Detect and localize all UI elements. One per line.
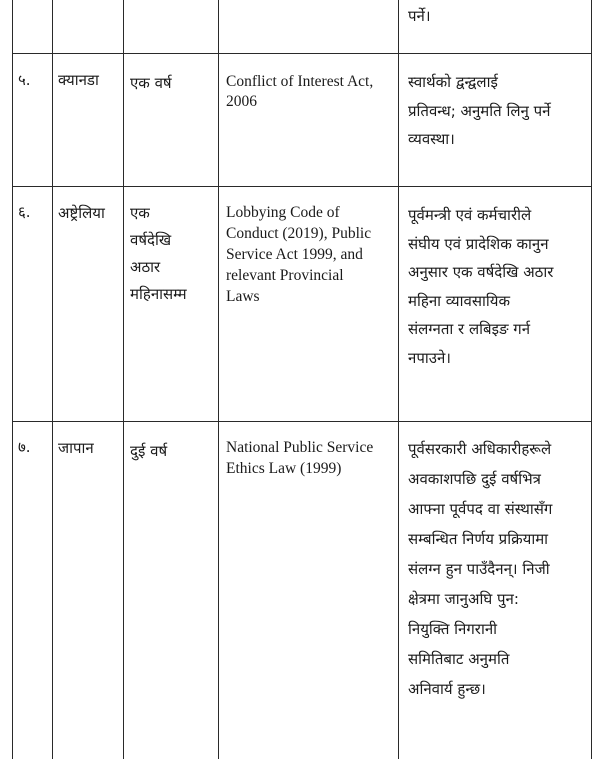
country-cell: जापान [58,439,94,457]
description-line: पर्ने। [408,7,431,25]
row-divider [12,53,592,54]
description-cell: पूर्वमन्त्री एवं कर्मचारीले संघीय एवं प्रादेशिक कानुन अनुसार एक वर्षदेखि अठार महिना व्यावसायिक संलग्नता र लबिइङ गर्न नपाउने। [408,206,554,367]
law-cell: Lobbying Code of Conduct (2019), Public Service Act 1999, and relevant Provincial Laws [226,204,372,305]
period-cell: दुई वर्ष [130,442,168,460]
period-cell: एक वर्षदेखि अठार महिनासम्म [130,204,187,303]
description-cell: पूर्वसरकारी अधिकारीहरूले अवकाशपछि दुई वर्षभित्र आफ्ना पूर्वपद वा संस्थासँग सम्बन्धित निर्णय प्रक्रियामा संलग्न हुन पाउँदैनन्। निजी क्षेत्रमा जानुअघि पुन: नियुक्ति निगरानी समितिबाट अनुमति अनिवार्य हुन्छ। [408,440,553,698]
law-cell: National Public Service Ethics Law (1999) [226,439,374,477]
column-divider [52,0,53,759]
country-cell: क्यानडा [58,71,99,89]
row-number: ७. [18,438,31,456]
row-divider [12,421,592,422]
column-divider [123,0,124,759]
row-number: ६. [18,203,31,221]
description-cell: स्वार्थको द्वन्द्वलाई प्रतिवन्ध; अनुमति लिनु पर्ने व्यवस्था। [408,73,551,148]
row-number: ५. [18,71,31,89]
row-divider [12,186,592,187]
table-border-right [591,0,592,759]
column-divider [398,0,399,759]
column-divider [218,0,219,759]
country-cell: अष्ट्रेलिया [58,204,105,222]
law-cell: Conflict of Interest Act, 2006 [226,73,374,110]
description-cell [408,2,431,31]
table-border-left [12,0,13,759]
period-cell: एक वर्ष [130,74,172,92]
